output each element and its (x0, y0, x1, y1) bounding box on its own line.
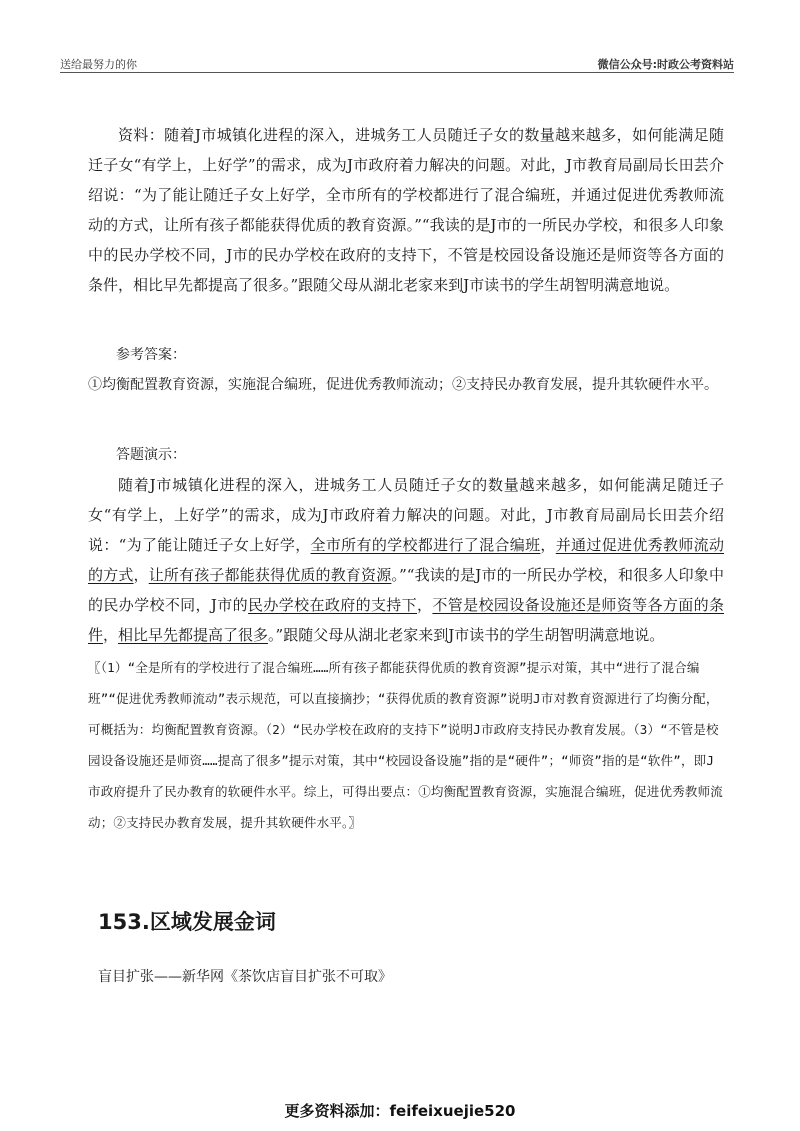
demo-text: ， (417, 596, 433, 614)
reference-label: 参考答案： (116, 347, 186, 363)
demo-text: ， (133, 566, 149, 584)
spacer (88, 300, 724, 340)
demo-paragraph (88, 470, 724, 650)
demo-text: 随着J市城镇化进程的深入，进城务工人员随迁子女的数量越来越多，如何能满足随迁子女“有学上，上好学”的需求，成为J市政府着力解决的问题。对此，J市教育局副局长田芸介绍说：“为了能让随迁子女上好学， (88, 476, 724, 554)
demo-label: 答题演示： (116, 447, 186, 463)
demo-underline: 民办学校在政府的支持下 (248, 596, 418, 614)
page-header (60, 52, 734, 73)
material-paragraph: 资料：随着J市城镇化进程的深入，进城务工人员随迁子女的数量越来越多，如何能满足随迁子女“有学上，上好学”的需求，成为J市政府着力解决的问题。对此，J市教育局副局长田芸介绍说：“为了能让随迁子女上好学，全市所有的学校都进行了混合编班，并通过促进优秀教师流动的方式，让所有孩子都能获得优质的教育资源。”“我读的是J市的一所民办学校，和很多人印象中的民办学校不同，J市的民办学校在政府的支持下，不管是校园设备设施还是师资等各方面的条件，相比早先都提高了很多。”跟随父母从湖北老家来到J市读书的学生胡智明满意地说。 (88, 126, 724, 294)
page-footer: 更多资料添加：feifeixuejie520 (284, 1102, 516, 1120)
demo-text: 。”跟随父母从湖北老家来到J市读书的学生胡智明满意地说。 (268, 626, 665, 644)
demo-underline: 全市所有的学校都进行了混合编班 (310, 536, 541, 554)
demo-text: ， (540, 536, 556, 554)
demo-underline: 并通过促进优秀教师流动的方式 (88, 536, 724, 584)
analysis-note: 〖（1）“全是所有的学校进行了混合编班……所有孩子都能获得优质的教育资源”提示对策，其中“进行了混合编班”“促进优秀教师流动”表示规范，可以直接摘抄；“获得优质的教育资源”说明J市对教育资源进行了均衡分配，可概括为：均衡配置教育资源。（2）“民办学校在政府的支持下”说明J市政府支持民办教育发展。（3）“不管是校园设备设施还是师资……提高了很多”提示对策，其中“校园设备设施”指的是“硬件”；“师资”指的是“软件”，即J市政府提升了民办教育的软硬件水平。综上，可得出要点：①均衡配置教育资源，实施混合编班，促进优秀教师流动；②支持民办教育发展，提升其软硬件水平。〗 (88, 660, 724, 830)
demo-underline: 相比早先都提高了很多 (118, 626, 269, 644)
section-subtitle: 盲目扩张——新华网《茶饮店盲目扩张不可取》 (98, 969, 392, 985)
reference-answer: ①均衡配置教育资源，实施混合编班，促进优秀教师流动；②支持民办教育发展，提升其软硬件水平。 (88, 377, 718, 393)
header-left-text: 送给最努力的你 (60, 58, 137, 71)
demo-text: 。”“我读的是J市的一所民办学校，和很多人印象中的民办学校不同，J市的 (88, 566, 724, 614)
spacer (88, 400, 724, 440)
header-right-text: 微信公众号:时政公考资料站 (597, 58, 734, 71)
demo-text: ， (103, 626, 119, 644)
demo-underline: 让所有孩子都能获得优质的教育资源 (148, 566, 392, 584)
demo-underline: 不管是校园设备设施还是师资等各方面的条件 (88, 596, 724, 644)
section-title: 153.区域发展金词 (98, 910, 276, 934)
main-content (88, 120, 724, 838)
